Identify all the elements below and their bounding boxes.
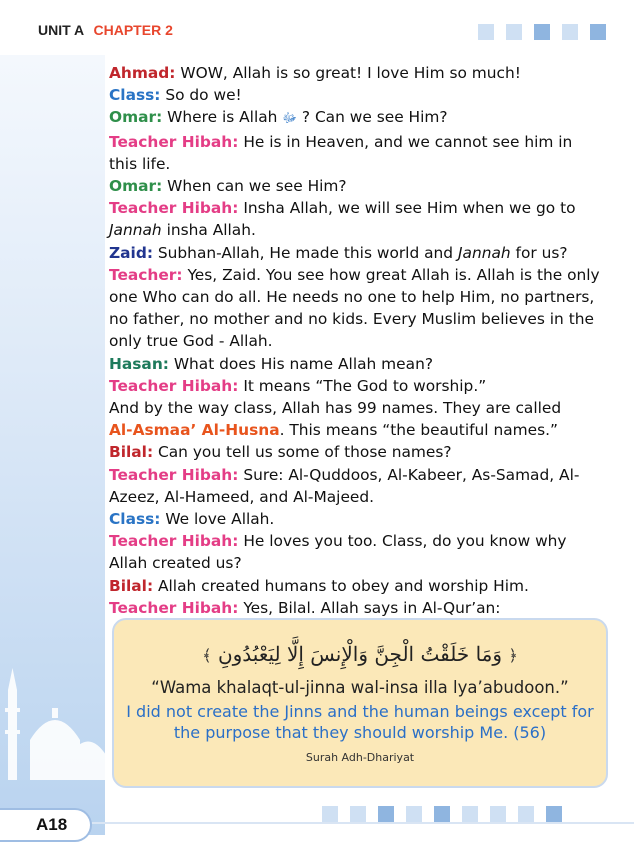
dialogue-text: Subhan-Allah, He made this world and: [153, 243, 458, 262]
dialogue-text: Sure: Al-Quddoos, Al-Kabeer, As-Samad, Al-Azeez, Al-Hameed, and Al-Majeed.: [109, 465, 580, 506]
ornate-bracket-close: ﴾: [202, 646, 212, 665]
mosque-silhouette-icon: [0, 660, 120, 780]
transliteration: “Wama khalaqt-ul-jinna wal-insa illa lya’abudoon.”: [151, 678, 569, 697]
dialogue-text: So do we!: [160, 86, 242, 105]
dialogue-line: [109, 575, 601, 597]
jannah-italic: Jannah: [457, 243, 511, 262]
dialogue-text: We love Allah.: [160, 510, 275, 529]
dialogue-line: [109, 353, 601, 375]
dialogue-line: [109, 242, 601, 264]
dialogue-line: [109, 508, 601, 530]
page-number: A18: [0, 808, 92, 842]
speaker-name: Teacher Hibah:: [109, 465, 239, 484]
dialogue-line: [109, 530, 601, 574]
ornate-bracket-open: ﴿: [508, 646, 518, 665]
dialogue-line: [109, 84, 601, 106]
dialogue-text: . This means “the beautiful names.”: [279, 421, 558, 440]
dialogue-line: [109, 106, 601, 130]
speaker-name: Teacher Hibah:: [109, 598, 239, 617]
speaker-name: Hasan:: [109, 354, 169, 373]
dialogue-line: [109, 419, 601, 441]
dialogue-text: Yes, Bilal. Allah says in Al-Qur’an:: [238, 598, 501, 617]
jalla-jalaluhu-glyph: ﷻ: [282, 111, 297, 127]
dialogue-text: ? Can we see Him?: [296, 108, 448, 127]
dialogue-text: It means “The God to worship.”: [238, 376, 487, 395]
dialogue-text: He loves you too. Class, do you know why Allah created us?: [109, 532, 567, 573]
dialogue-text: Insha Allah, we will see Him when we go to: [238, 199, 576, 218]
chapter-label: CHAPTER 2: [93, 22, 173, 38]
quran-quote-box: [112, 618, 608, 788]
dialogue-text: Yes, Zaid. You see how great Allah is. Allah is the only one Who can do all. He needs no one to help Him, no partners, no father, no mother and no kids. Every Muslim believes in the only true God - Allah.: [109, 265, 600, 351]
header-decoration: [478, 24, 606, 40]
speaker-name: Ahmad:: [109, 64, 176, 82]
dialogue-text: Allah created humans to obey and worship Him.: [153, 576, 529, 595]
arabic-verse-text: وَمَا خَلَقْتُ الْجِنَّ وَالْإِنسَ إِلَّا لِيَعْبُدُونِ: [217, 642, 503, 666]
page-header: [38, 22, 173, 42]
dialogue-text: Can you tell us some of those names?: [153, 443, 452, 462]
translation: I did not create the Jinns and the human beings except for the purpose that they should worship Me. (56): [126, 702, 594, 742]
dialogue-text: And by the way class, Allah has 99 names. They are called: [109, 399, 562, 418]
dialogue-line: [109, 131, 601, 175]
speaker-name: Class:: [109, 86, 161, 105]
dialogue-line: [109, 62, 601, 84]
speaker-name: Teacher Hibah:: [109, 532, 239, 551]
dialogue-line: [109, 441, 601, 463]
dialogue-line: [109, 197, 601, 241]
dialogue-body: [109, 62, 601, 619]
footer-decoration: [322, 806, 562, 822]
speaker-name: Bilal:: [109, 443, 154, 462]
speaker-name: Omar:: [109, 177, 163, 196]
dialogue-line: [109, 175, 601, 197]
dialogue-text: When can we see Him?: [162, 177, 347, 196]
surah-source: Surah Adh-Dhariyat: [305, 751, 415, 764]
dialogue-line: [109, 375, 601, 397]
speaker-name: Teacher Hibah:: [109, 376, 239, 395]
dialogue-line: [109, 397, 601, 419]
dialogue-line: [109, 264, 601, 353]
speaker-name: Teacher Hibah:: [109, 199, 239, 218]
arabic-verse: [114, 642, 606, 666]
unit-label: UNIT A: [38, 22, 84, 38]
speaker-name: Class:: [109, 510, 161, 529]
dialogue-text: He is in Heaven, and we cannot see him in this life.: [109, 132, 573, 173]
jannah-italic: Jannah: [109, 221, 162, 240]
speaker-name: Teacher Hibah:: [109, 132, 239, 151]
dialogue-line: [109, 597, 601, 619]
dialogue-text: Where is Allah: [162, 108, 283, 127]
asmaa-husna-term: Al-Asmaa’ Al-Husna: [109, 421, 280, 440]
speaker-name: Bilal:: [109, 576, 154, 595]
speaker-name: Teacher:: [109, 265, 183, 284]
dialogue-text: What does His name Allah mean?: [168, 354, 433, 373]
bottom-divider: [92, 822, 634, 824]
dialogue-text: insha Allah.: [161, 221, 256, 240]
dialogue-line: [109, 464, 601, 508]
speaker-name: Omar:: [109, 108, 163, 127]
dialogue-text: for us?: [510, 243, 568, 262]
speaker-name: Zaid:: [109, 243, 153, 262]
dialogue-text: WOW, Allah is so great! I love Him so much!: [175, 64, 521, 82]
